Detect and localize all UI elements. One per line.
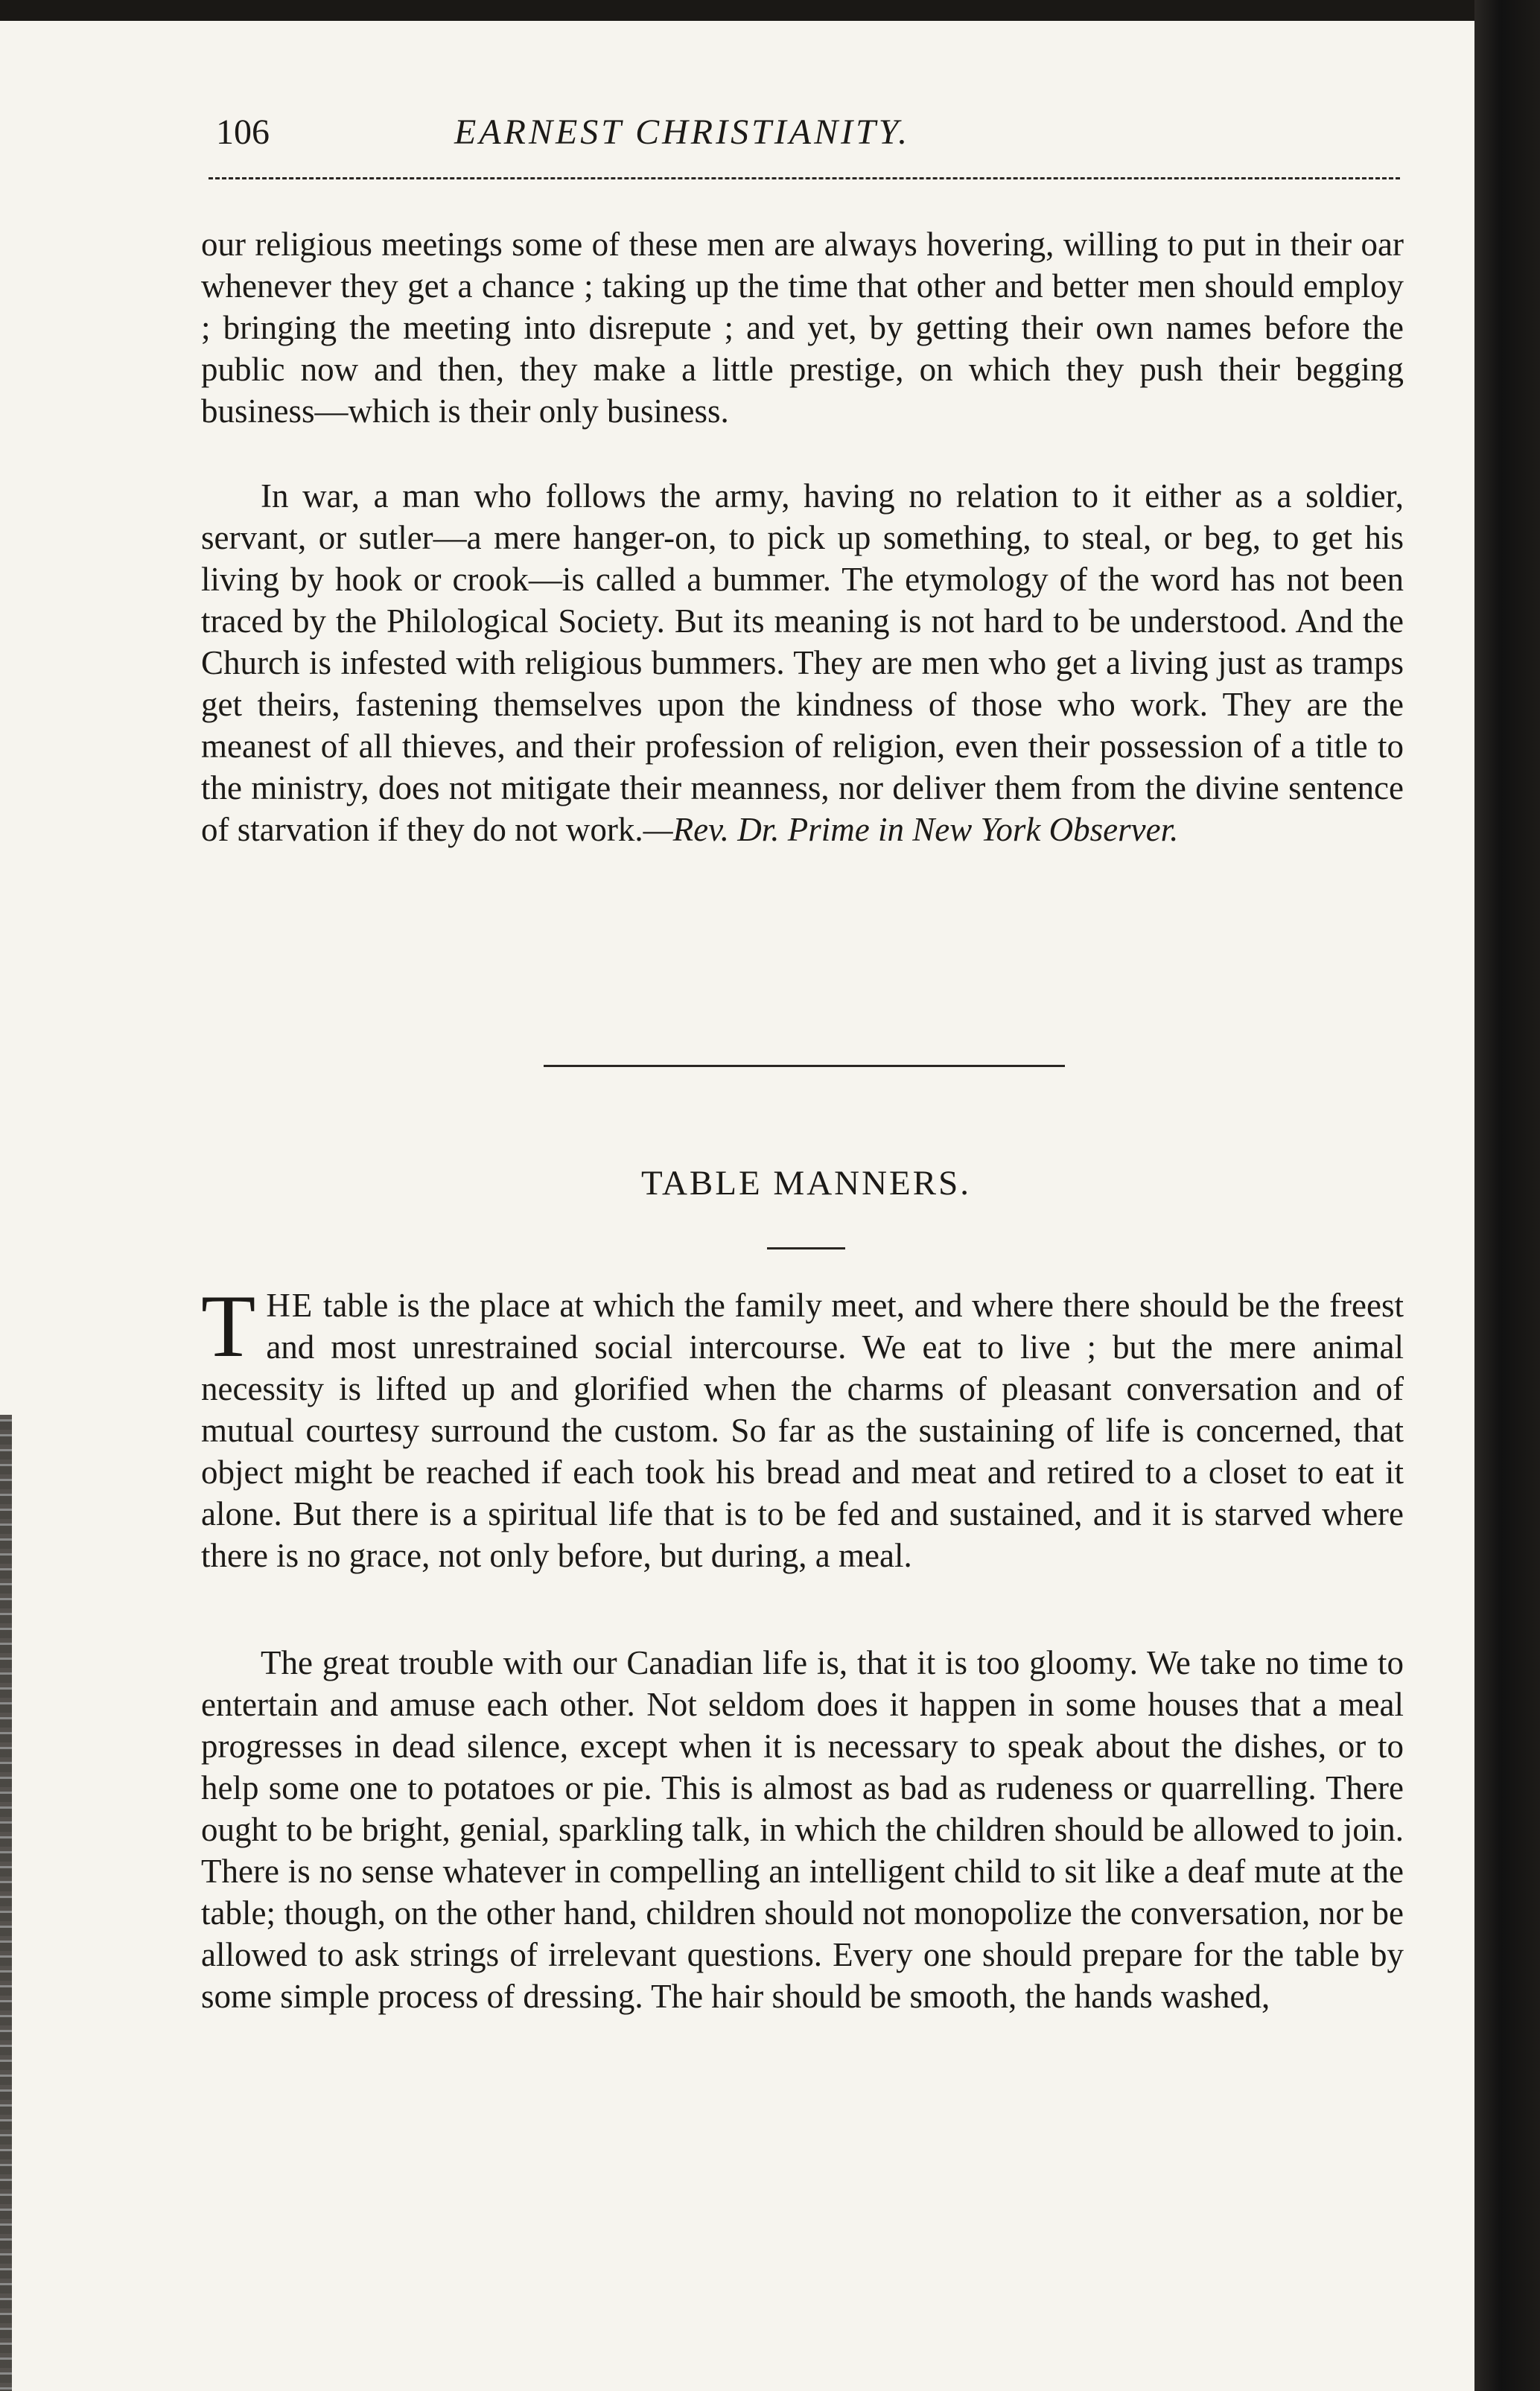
article2-paragraph-1	[201, 1276, 1404, 1576]
scan-right-edge	[1474, 0, 1540, 2391]
title-underline-rule	[767, 1247, 845, 1249]
article1-paragraph-2	[201, 475, 1404, 850]
running-title: EARNEST CHRISTIANITY.	[454, 112, 911, 152]
page-header	[201, 112, 1411, 164]
article1-paragraph-2-text: In war, a man who follows the army, having no relation to it either as a soldier, servant, or sutler—a mere hanger-on, to pick up something, to steal, or beg, to get his living by hook or crook—is called a bummer. The etymology of the word has not been traced by the Philological Society. But its meaning is not hard to be understood. And the Church is infested with religious bummers. They are men who get a living just as tramps get theirs, fastening themselves upon the kindness of those who work. They are the meanest of all thieves, and their profession of religion, even their possession of a title to the ministry, does not mitigate their meanness, nor deliver them from the divine sentence of starvation if they do not work.	[201, 477, 1404, 848]
section-separator-rule	[544, 1065, 1065, 1067]
section-title: TABLE MANNERS.	[641, 1164, 971, 1203]
article1-citation: —Rev. Dr. Prime in New York Observer.	[643, 811, 1179, 848]
drop-cap: T	[201, 1276, 256, 1375]
page-number: 106	[216, 112, 270, 152]
first-word: HE	[266, 1287, 314, 1324]
article2-paragraph-1-text: table is the place at which the family meet, and where there should be the freest and most unrestrained social intercourse. We eat to live ; but the mere animal necessity is lifted up and glorified when the charms of pleasant conversation and of mutual courtesy surround the custom. So far as the sustaining of life is concerned, that object might be reached if each took his bread and meat and retired to a closet to eat it alone. But there is a spiritual life that is to be fed and sustained, and it is starved where there is no grace, not only before, but during, a meal.	[201, 1287, 1404, 1574]
scan-top-edge	[0, 0, 1540, 21]
article2-paragraph-2: The great trouble with our Canadian life is, that it is too gloomy. We take no time to entertain and amuse each other. Not seldom does it happen in some houses that a meal progresses in dead silence, except when it is necessary to speak about the dishes, or to help some one to potatoes or pie. This is almost as bad as rudeness or quarrelling. There ought to be bright, genial, sparkling talk, in which the children should be allowed to join. There is no sense whatever in compelling an intelligent child to sit like a deaf mute at the table; though, on the other hand, children should not monopolize the conversation, nor be allowed to ask strings of irrelevant questions. Every one should prepare for the table by some simple process of dressing. The hair should be smooth, the hands washed,	[201, 1644, 1404, 2015]
article1-paragraph-1: our religious meetings some of these men are always hovering, willing to put in their oar whenever they get a chance ; taking up the time that other and better men should employ ; bringing the meeting into disrepute ; and yet, by getting their own names before the public now and then, they make a little prestige, on which they push their begging business—which is their only business.	[201, 226, 1404, 430]
header-rule	[209, 177, 1400, 179]
scan-left-edge	[0, 1415, 12, 2391]
